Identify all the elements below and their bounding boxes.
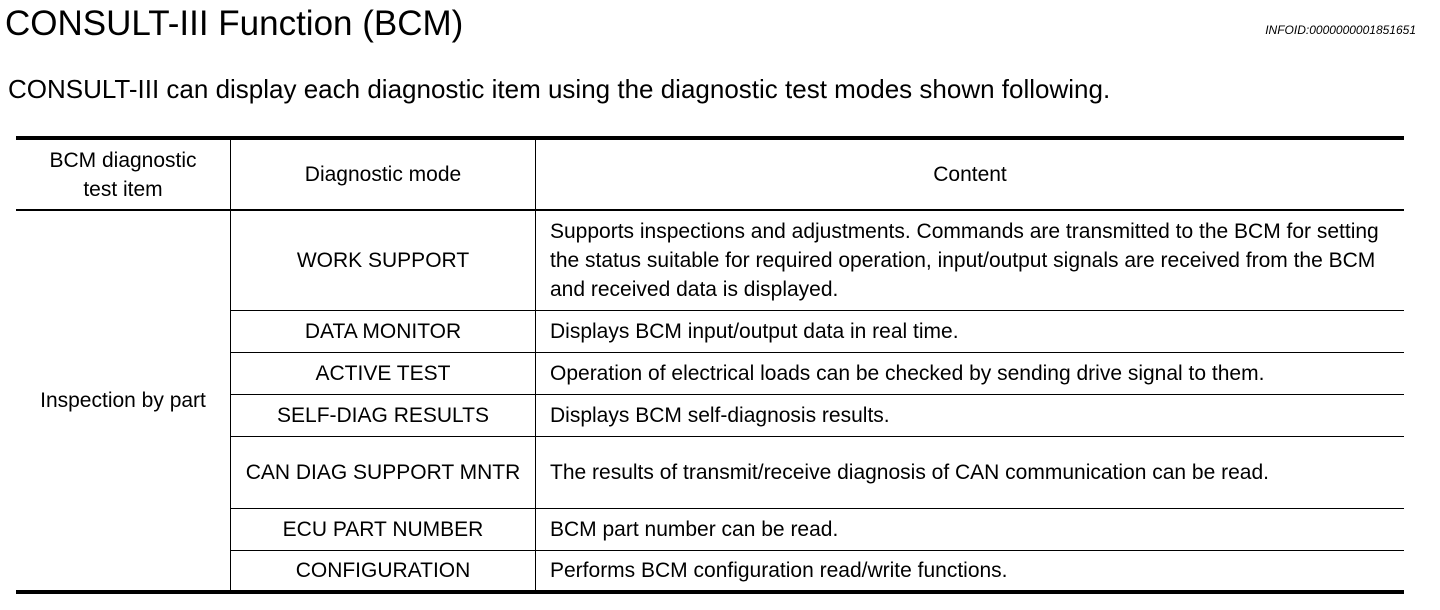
table-header [16, 138, 1404, 210]
mode-cell: ECU PART NUMBER [231, 508, 536, 550]
content-cell: BCM part number can be read. [536, 508, 1405, 550]
content-cell: Displays BCM input/output data in real time. [536, 310, 1405, 352]
info-id: INFOID:0000000001851651 [1265, 23, 1416, 37]
mode-cell: CAN DIAG SUPPORT MNTR [231, 436, 536, 508]
content-cell: Displays BCM self-diagnosis results. [536, 394, 1405, 436]
page-title: CONSULT-III Function (BCM) [5, 4, 464, 43]
table-body [16, 210, 1404, 592]
header-row [16, 138, 1404, 210]
mode-cell: SELF-DIAG RESULTS [231, 394, 536, 436]
mode-cell: DATA MONITOR [231, 310, 536, 352]
table-row [16, 210, 1404, 310]
content-cell: The results of transmit/receive diagnosis of CAN communication can be read. [536, 436, 1405, 508]
mode-cell: CONFIGURATION [231, 550, 536, 592]
mode-cell: WORK SUPPORT [231, 210, 536, 310]
intro-text: CONSULT-III can display each diagnostic item using the diagnostic test modes shown following. [8, 74, 1111, 104]
mode-cell: ACTIVE TEST [231, 352, 536, 394]
content-cell: Performs BCM configuration read/write functions. [536, 550, 1405, 592]
column-header-content: Content [536, 138, 1405, 210]
content-cell: Operation of electrical loads can be checked by sending drive signal to them. [536, 352, 1405, 394]
content-cell: Supports inspections and adjustments. Commands are transmitted to the BCM for setting the status suitable for required operation, input/output signals are received from the BCM and received data is displayed. [536, 210, 1405, 310]
diagnostic-table [16, 136, 1404, 594]
column-header-mode: Diagnostic mode [231, 138, 536, 210]
column-header-test-item: BCM diagnostic test item [16, 138, 231, 210]
test-item-cell: Inspection by part [16, 210, 231, 592]
